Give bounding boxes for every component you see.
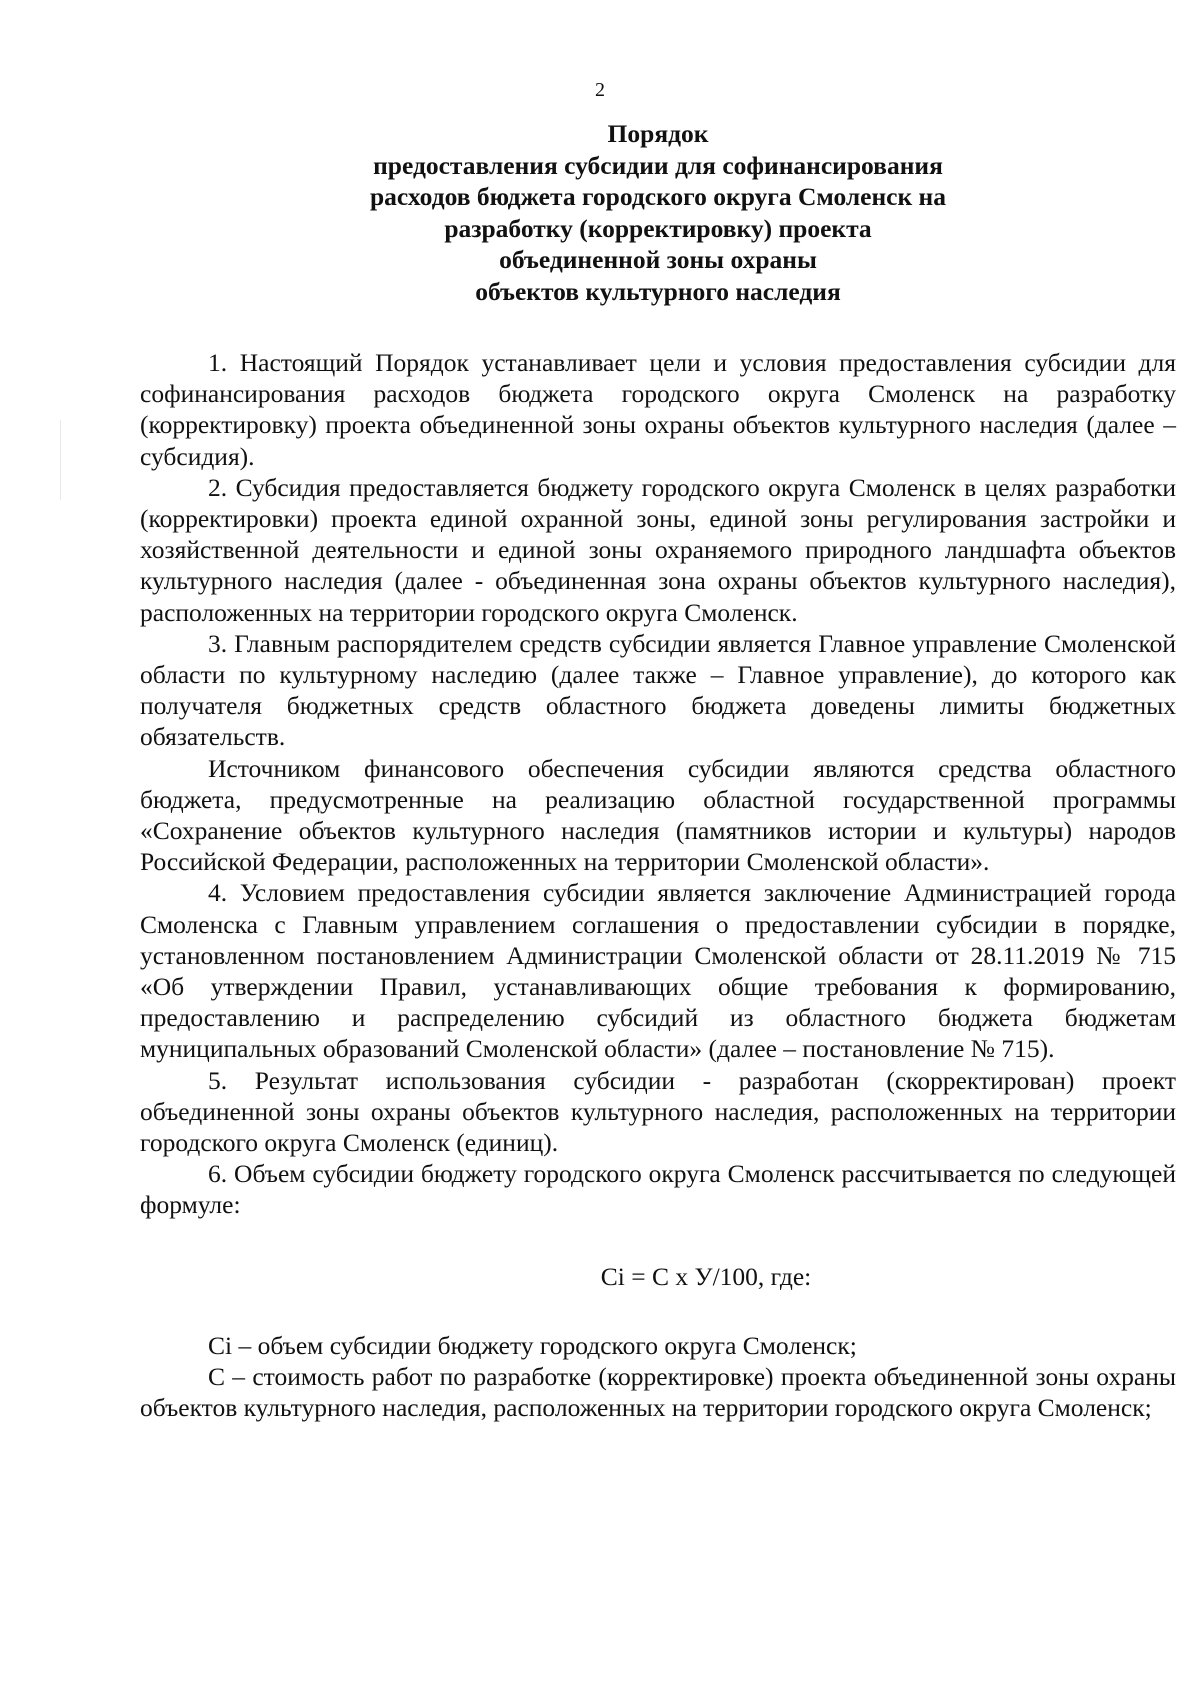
document-title (140, 118, 1176, 307)
title-line: разработку (корректировку) проекта (444, 213, 872, 243)
title-line: Порядок (607, 119, 709, 148)
paragraph-4: 4. Условием предоставления субсидии является заключение Администрацией города Смоленска с Главным управлением соглашения о предоставлении субсидии в порядке, установленном постановлением Администрации Смоленской области от 28.11.2019 № 715 «Об утверждении Правил, устанавливающих общие требования к формированию, предоставлению и распределению субсидий из областного бюджета бюджетам муниципальных образований Смоленской области» (далее – постановление № 715). (140, 878, 1176, 1064)
paragraph-6: 6. Объем субсидии бюджету городского округа Смоленск рассчитывается по следующей формуле: (140, 1159, 1176, 1220)
paragraph-1: 1. Настоящий Порядок устанавливает цели и условия предоставления субсидии для софинансирования расходов бюджета городского округа Смоленск на разработку (корректировку) проекта объединенной зоны охраны объектов культурного наследия (далее – субсидия). (140, 348, 1176, 471)
definition-c: С – стоимость работ по разработке (корректировке) проекта объединенной зоны охраны объектов культурного наследия, расположенных на территории городского округа Смоленск; (140, 1362, 1176, 1423)
formula: Ci = C x У/100, где: (600, 1261, 812, 1291)
paragraph-2: 2. Субсидия предоставляется бюджету городского округа Смоленск в целях разработки (корректировки) проекта единой охранной зоны, единой зоны регулирования застройки и хозяйственной деятельности и единой зоны охраняемого природного ландшафта объектов культурного наследия (далее - объединенная зона охраны объектов культурного наследия), расположенных на территории городского округа Смоленск. (140, 472, 1176, 627)
title-line: расходов бюджета городского округа Смоленск на (369, 182, 947, 211)
paragraph-5: 5. Результат использования субсидии - разработан (скорректирован) проект объединенной зоны охраны объектов культурного наследия, расположенных на территории городского округа Смоленск (единиц). (140, 1065, 1176, 1158)
document-body (140, 347, 1176, 1424)
title-line: объединенной зоны охраны (499, 245, 817, 274)
scan-artifact-line (60, 420, 61, 500)
paragraph-3-funding-source: Источником финансового обеспечения субсидии являются средства областного бюджета, предусмотренные на реализацию областной государственной программы «Сохранение объектов культурного наследия (памятников истории и культуры) народов Российской Федерации, расположенных на территории Смоленской области». (140, 753, 1176, 877)
title-line: предоставления субсидии для софинансирования (373, 150, 943, 180)
definition-ci: Ci – объем субсидии бюджету городского округа Смоленск; (208, 1330, 857, 1360)
title-line: объектов культурного наследия (475, 276, 841, 306)
paragraph-3: 3. Главным распорядителем средств субсидии является Главное управление Смоленской области по культурному наследию (далее также – Главное управление), до которого как получателя бюджетных средств областного бюджета доведены лимиты бюджетных обязательств. (140, 628, 1176, 752)
page-number: 2 (595, 79, 605, 101)
